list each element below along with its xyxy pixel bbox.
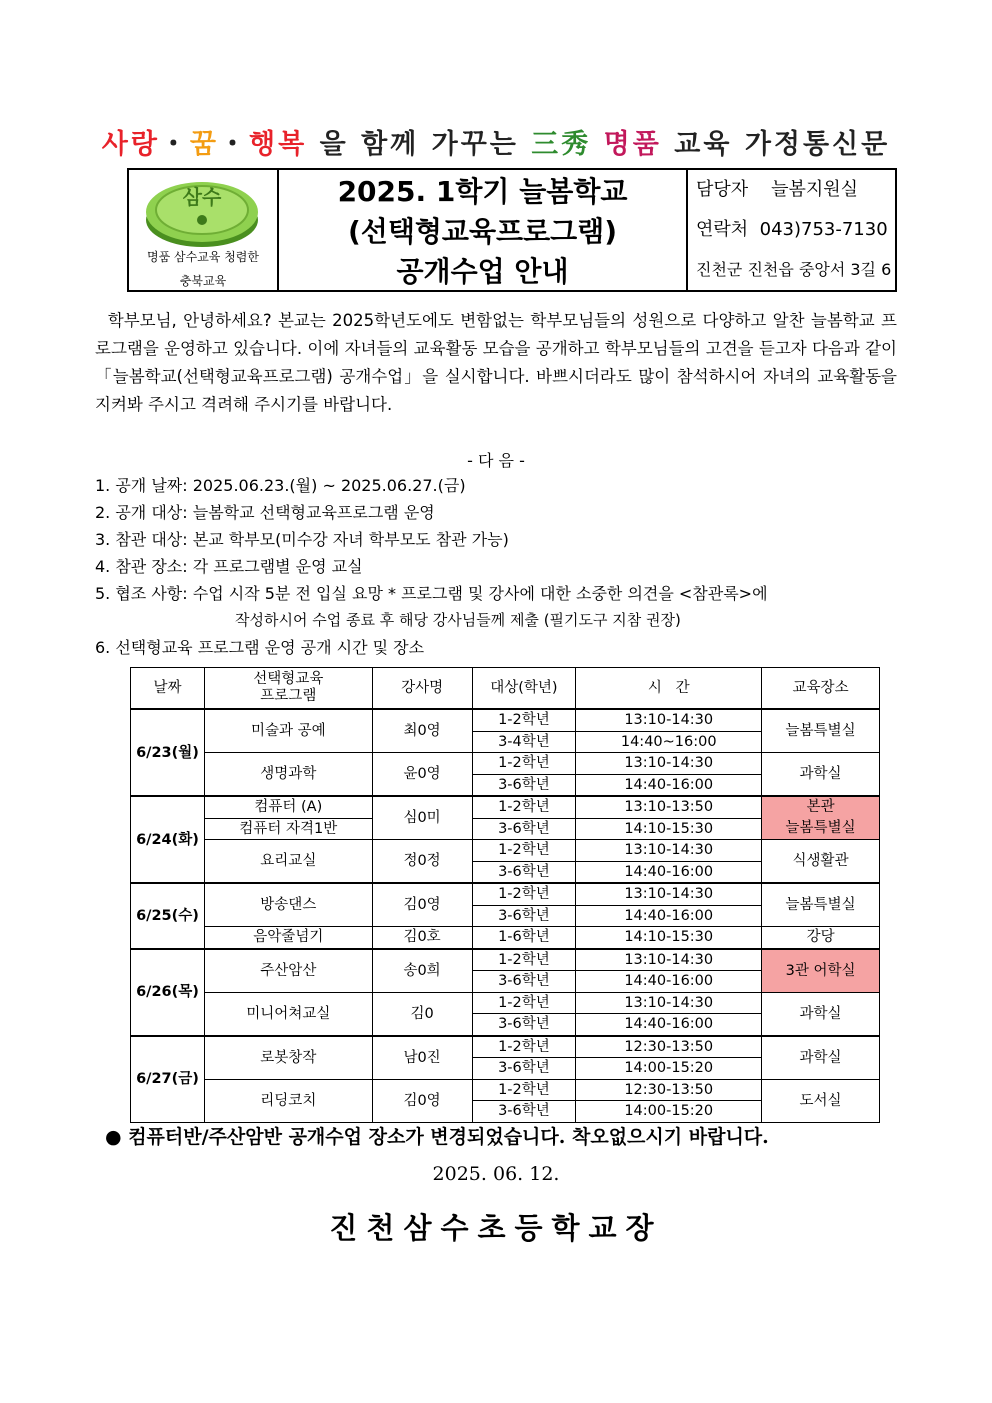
time-cell: 12:30-13:50 — [576, 1036, 762, 1058]
change-notice: ● 컴퓨터반/주산암반 공개수업 장소가 변경되었습니다. 착오없으시기 바랍니다. — [105, 1126, 769, 1148]
place-cell: 과학실 — [762, 992, 880, 1036]
list-item: 2. 공개 대상: 늘봄학교 선택형교육프로그램 운영 — [95, 503, 435, 522]
grade-cell: 1-2학년 — [472, 840, 576, 862]
list-item: 1. 공개 날짜: 2025.06.23.(월) ~ 2025.06.27.(금) — [95, 476, 466, 495]
principal-signature: 진천삼수초등학교장 — [329, 1211, 663, 1245]
grade-cell: 1-2학년 — [472, 883, 576, 905]
header-cell: 강사명 — [372, 668, 472, 710]
list-item: 6. 선택형교육 프로그램 운영 공개 시간 및 장소 — [95, 638, 425, 657]
place-cell: 늘봄특별실 — [762, 883, 880, 927]
teacher-cell: 김0 — [372, 992, 472, 1036]
time-cell: 14:40-16:00 — [576, 774, 762, 796]
time-cell: 14:00-15:20 — [576, 1058, 762, 1080]
program-cell: 요리교실 — [204, 840, 372, 884]
section-divider: - 다 음 - — [467, 451, 525, 470]
teacher-cell: 최0영 — [372, 709, 472, 753]
program-cell: 주산암산 — [204, 949, 372, 993]
grade-cell: 3-6학년 — [472, 774, 576, 796]
time-cell: 14:10-15:30 — [576, 927, 762, 949]
date-cell: 6/27(금) — [131, 1036, 205, 1123]
program-cell: 미니어쳐교실 — [204, 992, 372, 1036]
table-row — [131, 1036, 880, 1058]
date-cell: 6/26(목) — [131, 949, 205, 1036]
header-cell: 교육장소 — [762, 668, 880, 710]
place-cell: 강당 — [762, 927, 880, 949]
detail-list — [95, 472, 905, 661]
header-cell: 선택형교육 프로그램 — [204, 668, 372, 710]
place-cell: 도서실 — [762, 1079, 880, 1122]
phone-value: 043)753-7130 — [759, 219, 888, 240]
teacher-cell: 김0영 — [372, 1079, 472, 1122]
time-cell: 14:40~16:00 — [576, 731, 762, 753]
teacher-cell: 심0미 — [372, 796, 472, 840]
place-cell-highlighted: 본관 늘봄특별실 — [762, 796, 880, 840]
grade-cell: 1-6학년 — [472, 927, 576, 949]
grade-cell: 3-4학년 — [472, 731, 576, 753]
place-cell-highlighted: 3관 어학실 — [762, 949, 880, 993]
time-cell: 13:10-13:50 — [576, 796, 762, 818]
teacher-cell: 김0영 — [372, 883, 472, 927]
place-cell: 늘봄특별실 — [762, 709, 880, 753]
grade-cell: 1-2학년 — [472, 709, 576, 731]
motto-dream: 꿈 — [189, 129, 220, 160]
table-row — [131, 992, 880, 1014]
list-item: 5. 협조 사항: 수업 시작 5분 전 입실 요망 * 프로그램 및 강사에 대한 소중한 의견을 <참관록>에 — [95, 584, 768, 603]
teacher-cell: 윤0영 — [372, 753, 472, 797]
time-cell: 13:10-14:30 — [576, 840, 762, 862]
teacher-cell: 정0정 — [372, 840, 472, 884]
motto-dot: ・ — [159, 129, 190, 160]
program-cell: 생명과학 — [204, 753, 372, 797]
motto-samsu: 三秀 — [531, 129, 592, 160]
title-line: (선택형교육프로그램) — [347, 215, 618, 248]
grade-cell: 1-2학년 — [472, 1079, 576, 1101]
schedule-table — [130, 667, 880, 1123]
grade-cell: 3-6학년 — [472, 1101, 576, 1123]
time-cell: 14:40-16:00 — [576, 905, 762, 927]
program-cell: 로봇창작 — [204, 1036, 372, 1080]
phone-label: 연락처 — [696, 219, 749, 240]
program-cell: 음악줄넘기 — [204, 927, 372, 949]
intro-paragraph: 학부모님, 안녕하세요? 본교는 2025학년도에도 변함없는 학부모님들의 성원으로 다양하고 알찬 늘봄학교 프로그램을 운영하고 있습니다. 이에 자녀들의 교육활동 모습을 공개하고 학부모님들의 고견을 듣고자 다음과 같이 「늘봄학교(선택형교육프로그램) 공개수업」을 실시합니다. 바쁘시더라도 많이 참석하시어 자녀의 교육활동을 지켜봐 주시고 격려해 주시기를 바랍니다. — [95, 311, 903, 414]
time-cell: 13:10-14:30 — [576, 709, 762, 731]
grade-cell: 3-6학년 — [472, 861, 576, 883]
motto-newsletter: 교육 가정통신문 — [661, 129, 891, 160]
logo-caption: 명품 삼수교육 청렴한 — [147, 250, 259, 264]
grade-cell: 1-2학년 — [472, 1036, 576, 1058]
list-item-continued: 작성하시어 수업 종료 후 해당 강사님들께 제출 (필기도구 지참 권장) — [235, 611, 681, 629]
program-cell: 컴퓨터 자격1반 — [204, 818, 372, 840]
contact-info — [688, 170, 895, 290]
issue-date: 2025. 06. 12. — [432, 1163, 560, 1185]
teacher-cell: 송0희 — [372, 949, 472, 993]
motto-text: 을 함께 가꾸는 — [307, 129, 532, 160]
date-cell: 6/25(수) — [131, 883, 205, 949]
teacher-cell: 김0호 — [372, 927, 472, 949]
grade-cell: 1-2학년 — [472, 753, 576, 775]
document-title — [279, 170, 688, 290]
manager-label: 담당자 — [696, 179, 749, 200]
program-cell: 방송댄스 — [204, 883, 372, 927]
header-cell: 대상(학년) — [472, 668, 576, 710]
table-row — [131, 709, 880, 731]
time-cell: 13:10-14:30 — [576, 949, 762, 971]
motto-dot: ・ — [219, 129, 250, 160]
manager-value: 늘봄지원실 — [771, 179, 859, 200]
motto-love: 사랑 — [101, 129, 160, 160]
time-cell: 12:30-13:50 — [576, 1079, 762, 1101]
grade-cell: 3-6학년 — [472, 1014, 576, 1036]
time-cell: 14:40-16:00 — [576, 1014, 762, 1036]
table-row — [131, 949, 880, 971]
address: 진천군 진천읍 중앙서 3길 6 — [696, 260, 892, 279]
table-row — [131, 796, 880, 818]
table-header — [131, 668, 880, 710]
grade-cell: 1-2학년 — [472, 992, 576, 1014]
place-cell: 과학실 — [762, 753, 880, 797]
place-cell: 식생활관 — [762, 840, 880, 884]
grade-cell: 3-6학년 — [472, 1058, 576, 1080]
grade-cell: 3-6학년 — [472, 971, 576, 993]
table-row — [131, 840, 880, 862]
program-cell: 컴퓨터 (A) — [204, 796, 372, 818]
grade-cell: 1-2학년 — [472, 949, 576, 971]
time-cell: 14:40-16:00 — [576, 861, 762, 883]
motto-happiness: 행복 — [249, 129, 308, 160]
date-cell: 6/24(화) — [131, 796, 205, 883]
time-cell: 14:00-15:20 — [576, 1101, 762, 1123]
date-cell: 6/23(월) — [131, 709, 205, 796]
time-cell: 13:10-14:30 — [576, 753, 762, 775]
title-line: 2025. 1학기 늘봄학교 — [337, 175, 628, 208]
coin-logo-icon — [139, 174, 265, 250]
header-cell: 날짜 — [131, 668, 205, 710]
header-cell: 시 간 — [576, 668, 762, 710]
program-cell: 리딩코치 — [204, 1079, 372, 1122]
time-cell: 14:40-16:00 — [576, 971, 762, 993]
table-row — [131, 883, 880, 905]
title-line: 공개수업 안내 — [396, 255, 569, 288]
motto-premium: 명품 — [591, 129, 662, 160]
school-logo — [129, 170, 279, 290]
place-cell: 과학실 — [762, 1036, 880, 1080]
header-box — [127, 168, 897, 292]
table-row — [131, 927, 880, 949]
program-cell: 미술과 공예 — [204, 709, 372, 753]
teacher-cell: 남0진 — [372, 1036, 472, 1080]
time-cell: 14:10-15:30 — [576, 818, 762, 840]
grade-cell: 3-6학년 — [472, 818, 576, 840]
motto-banner — [0, 122, 992, 161]
logo-caption: 충북교육 — [179, 274, 227, 288]
time-cell: 13:10-14:30 — [576, 883, 762, 905]
grade-cell: 3-6학년 — [472, 905, 576, 927]
list-item: 3. 참관 대상: 본교 학부모(미수강 자녀 학부모도 참관 가능) — [95, 530, 509, 549]
table-row — [131, 1079, 880, 1101]
table-row — [131, 753, 880, 775]
logo-text: 삼수 — [182, 185, 222, 209]
time-cell: 13:10-14:30 — [576, 992, 762, 1014]
grade-cell: 1-2학년 — [472, 796, 576, 818]
list-item: 4. 참관 장소: 각 프로그램별 운영 교실 — [95, 557, 363, 576]
